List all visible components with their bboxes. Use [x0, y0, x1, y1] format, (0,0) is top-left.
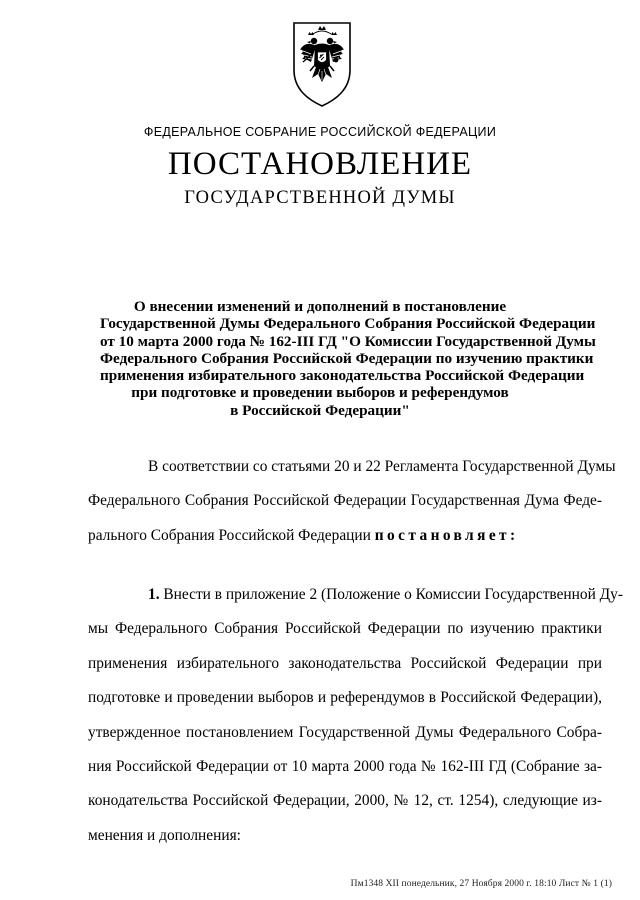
- item-line: подготовке и проведении выборов и референдумов в Российской Федерации),: [88, 689, 602, 707]
- item-line: утвержденное постановлением Государственной Думы Федерального Собра-: [88, 723, 602, 741]
- item-line: [88, 578, 624, 612]
- subject-line: при подготовке и проведении выборов и референдумов: [131, 384, 509, 402]
- document-type-title: ПОСТАНОВЛЕНИЕ: [167, 146, 473, 182]
- subject-line: применения избирательного законодательства Российской Федерации: [100, 367, 585, 385]
- assembly-heading: ФЕДЕРАЛЬНОЕ СОБРАНИЕ РОССИЙСКОЙ ФЕДЕРАЦИИ: [143, 125, 497, 139]
- preamble-text: рального Собрания Российской Федерации: [88, 526, 371, 544]
- preamble-line: [88, 519, 602, 553]
- item-text: Внести в приложение 2 (Положение о Комиссии Государственной Ду-: [163, 586, 624, 603]
- item-line: ния Российской Федерации от 10 марта 2000 года № 162-III ГД (Собрание за-: [88, 757, 602, 775]
- preamble-line: В соответствии со статьями 20 и 22 Регламента Государственной Думы: [148, 458, 616, 475]
- page-footer: Пм1348 XII понедельник, 27 Ноября 2000 г. 18:10 Лист № 1 (1): [350, 879, 612, 889]
- coat-of-arms-icon: [291, 20, 353, 108]
- item-line: конодательства Российской Федерации, 2000, № 12, ст. 1254), следующие из-: [88, 792, 602, 810]
- preamble-paragraph: [88, 450, 616, 553]
- subject-line: от 10 марта 2000 года № 162-III ГД "О Комиссии Государственной Думы: [100, 332, 596, 350]
- document-subject: [100, 298, 596, 419]
- item-1-paragraph: [88, 578, 624, 853]
- subject-line: О внесении изменений и дополнений в постановление: [133, 298, 507, 315]
- item-line: применения избирательного законодательства Российской Федерации при: [88, 654, 602, 672]
- subject-line: Федерального Собрания Российской Федерации по изучению практики: [100, 349, 594, 367]
- item-line: мы Федерального Собрания Российской Федерации по изучению практики: [88, 620, 602, 638]
- decree-word: постановляет:: [374, 526, 519, 544]
- subject-line: Государственной Думы Федерального Собрания Российской Федерации: [100, 315, 596, 333]
- preamble-line: Федерального Собрания Российской Федерации Государственная Дума Феде-: [88, 492, 602, 510]
- document-issuer: ГОСУДАРСТВЕННОЙ ДУМЫ: [184, 188, 456, 208]
- item-number: 1.: [148, 586, 160, 603]
- subject-line: в Российской Федерации": [230, 401, 410, 419]
- item-line: менения и дополнения:: [88, 826, 241, 844]
